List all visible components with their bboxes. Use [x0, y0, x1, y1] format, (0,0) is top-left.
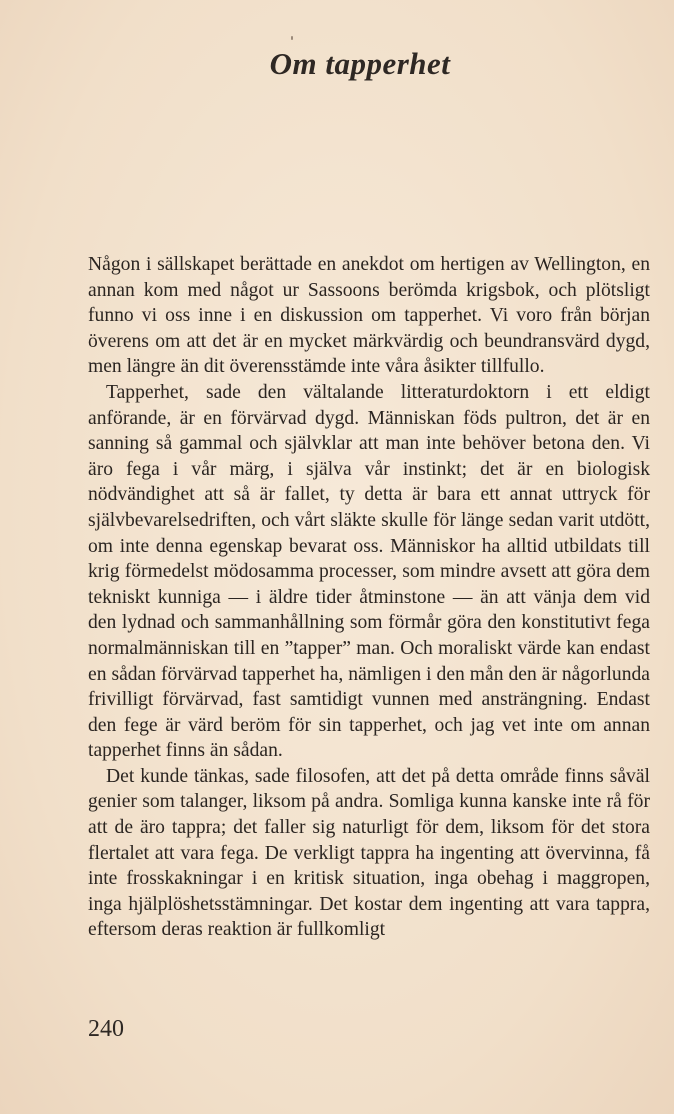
body-text	[88, 252, 650, 943]
paragraph-2: Tapperhet, sade den vältalande litteraturdoktorn i ett eldigt anförande, är en förvärvad dygd. Människan föds pultron, det är en sanning så gammal och självklar att man inte behöver betona den. Vi äro fega i vår märg, i själva vår instinkt; det är en biologisk nödvändighet att så är fallet, ty detta är bara ett annat uttryck för självbevarelsedriften, och vårt släkte skulle för länge sedan varit utdött, om inte denna egenskap bevarat oss. Människor ha alltid utbildats till krig förmedelst mödosamma processer, som mindre avsett att göra dem tekniskt kunniga — i äldre tider åtminstone — än att vänja dem vid den lydnad och sammanhållning som förmår göra den konstitutivt fega normalmänniskan till en ”tapper” man. Och moraliskt värde kan endast en sådan förvärvad tapperhet ha, nämligen i den mån den är någorlunda frivilligt förvärvad, fast samtidigt vunnen med ansträngning. Endast den fege är värd beröm för sin tapperhet, och jag vet inte om annan tapperhet finns än sådan.	[88, 381, 650, 762]
paragraph-1: Någon i sällskapet berättade en anekdot om hertigen av Wellington, en annan kom med något ur Sassoons berömda krigsbok, och plötsligt funno vi oss inne i en diskussion om tapperhet. Vi voro från början överens om att det är en mycket märkvärdig och beundransvärd dygd, men längre än dit överensstämde inte våra åsikter tillfullo.	[88, 254, 650, 378]
paragraph-3: Det kunde tänkas, sade filosofen, att det på detta område finns såväl genier som talanger, liksom på andra. Somliga kunna kanske inte rå för att de äro tappra; det faller sig naturligt för dem, liksom för det stora flertalet att vara fega. De verkligt tappra ha ingenting att övervinna, få inte frosskakningar i en kritisk situation, inga obehag i maggropen, inga hjälplöshetsstämningar. Det kostar dem ingenting att vara tappra, eftersom deras reaktion är fullkomligt	[88, 765, 650, 941]
chapter-title: Om tapperhet	[269, 46, 451, 81]
page-number: 240	[88, 1016, 124, 1042]
paper-speck	[291, 36, 293, 40]
